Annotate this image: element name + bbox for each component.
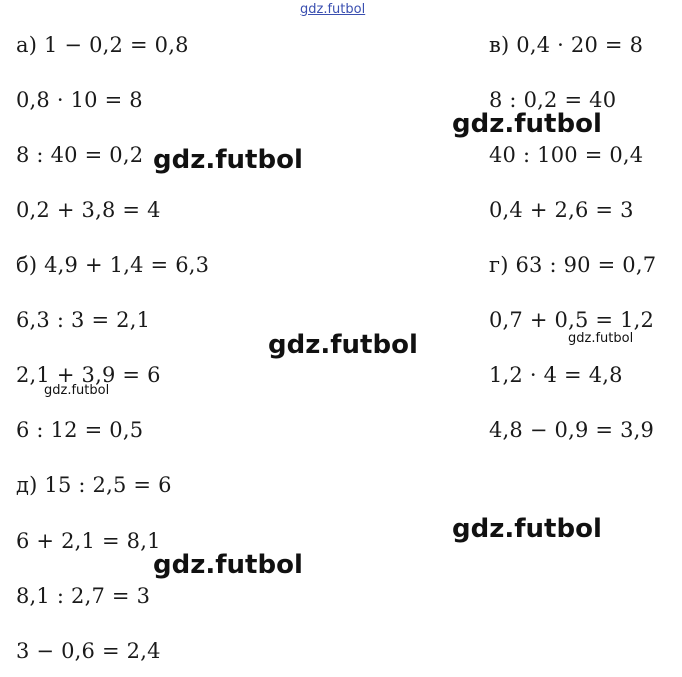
equation-b-4: 6 : 12 = 0,5: [16, 418, 144, 442]
equation-g-3: 1,2 · 4 = 4,8: [489, 363, 623, 387]
equation-g-1: г) 63 : 90 = 0,7: [489, 253, 657, 277]
equation-v-2: 8 : 0,2 = 40: [489, 88, 617, 112]
equation-a-4: 0,2 + 3,8 = 4: [16, 198, 161, 222]
equation-d-1: д) 15 : 2,5 = 6: [16, 473, 172, 497]
watermark-overlay: gdz.futbol: [268, 330, 418, 360]
equation-v-1: в) 0,4 · 20 = 8: [489, 33, 644, 57]
equation-d-3: 8,1 : 2,7 = 3: [16, 584, 151, 608]
watermark-overlay: gdz.futbol: [568, 331, 634, 346]
equation-d-4: 3 − 0,6 = 2,4: [16, 639, 161, 663]
equation-a-1: а) 1 − 0,2 = 0,8: [16, 33, 189, 57]
equation-d-2: 6 + 2,1 = 8,1: [16, 529, 161, 553]
watermark-overlay: gdz.futbol: [452, 514, 602, 544]
header-watermark-link[interactable]: gdz.futbol: [300, 2, 366, 17]
watermark-overlay: gdz.futbol: [153, 550, 303, 580]
equation-v-3: 40 : 100 = 0,4: [489, 143, 644, 167]
equation-g-2: 0,7 + 0,5 = 1,2: [489, 308, 655, 332]
watermark-overlay: gdz.futbol: [153, 145, 303, 175]
equation-g-4: 4,8 − 0,9 = 3,9: [489, 418, 655, 442]
watermark-overlay: gdz.futbol: [452, 109, 602, 139]
equation-b-2: 6,3 : 3 = 2,1: [16, 308, 151, 332]
equation-b-1: б) 4,9 + 1,4 = 6,3: [16, 253, 210, 277]
equation-b-3: 2,1 + 3,9 = 6: [16, 363, 161, 387]
watermark-overlay: gdz.futbol: [44, 383, 110, 398]
equation-a-2: 0,8 · 10 = 8: [16, 88, 143, 112]
equation-v-4: 0,4 + 2,6 = 3: [489, 198, 634, 222]
equation-a-3: 8 : 40 = 0,2: [16, 143, 144, 167]
